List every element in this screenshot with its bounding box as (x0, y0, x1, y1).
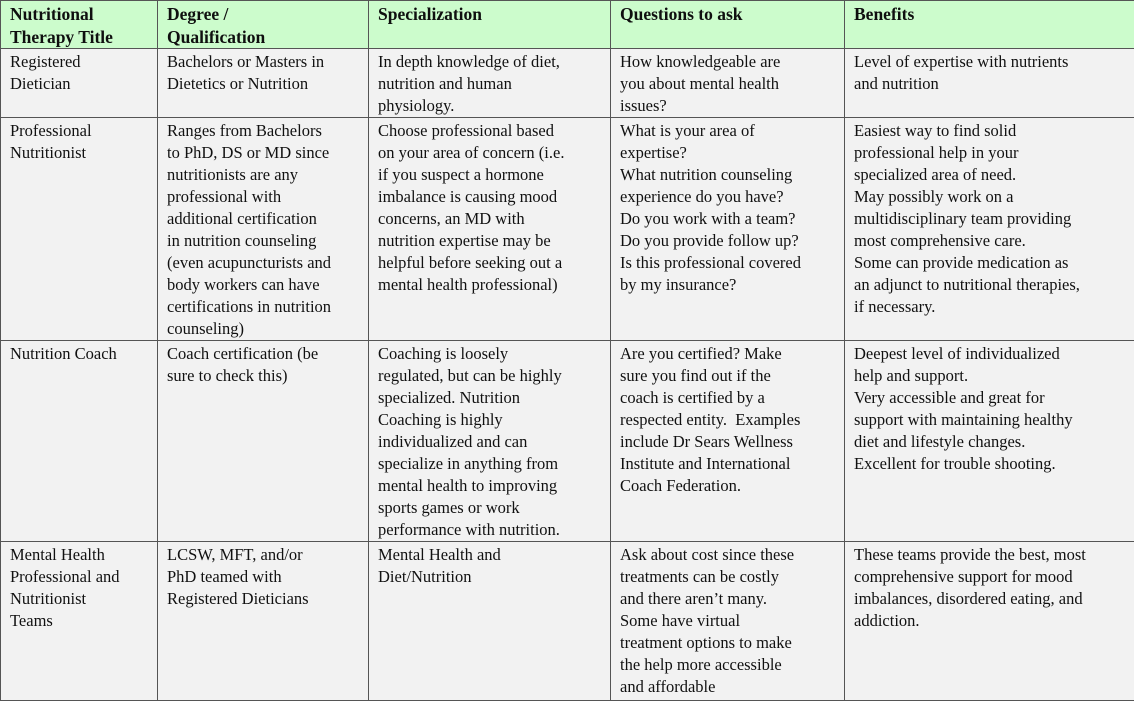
cell-degree-line: in nutrition counseling (167, 230, 362, 252)
cell-benefits-line: professional help in your (854, 142, 1128, 164)
cell-questions (611, 542, 845, 701)
cell-questions-line: Coach Federation. (620, 475, 838, 497)
cell-degree-line: nutritionists are any (167, 164, 362, 186)
cell-specialization-line: helpful before seeking out a (378, 252, 604, 274)
header-questions-to-ask (611, 1, 845, 49)
cell-questions-line: issues? (620, 95, 838, 117)
cell-questions (611, 49, 845, 118)
cell-degree-line: (even acupuncturists and (167, 252, 362, 274)
cell-specialization-line: mental health to improving (378, 475, 604, 497)
header-row (1, 1, 1134, 49)
header-degree-qualification-line: Degree / (167, 3, 362, 26)
cell-specialization-line: physiology. (378, 95, 604, 117)
header-questions-to-ask-line: Questions to ask (620, 3, 838, 26)
cell-benefits-line: multidisciplinary team providing (854, 208, 1128, 230)
cell-degree-line: Bachelors or Masters in (167, 51, 362, 73)
header-specialization (369, 1, 611, 49)
cell-degree-line: certifications in nutrition (167, 296, 362, 318)
cell-degree-line: additional certification (167, 208, 362, 230)
cell-degree-line: Ranges from Bachelors (167, 120, 362, 142)
cell-questions-line: sure you find out if the (620, 365, 838, 387)
cell-specialization-line: In depth knowledge of diet, (378, 51, 604, 73)
cell-questions (611, 341, 845, 542)
cell-therapy-title (1, 341, 158, 542)
header-therapy-title-line: Therapy Title (10, 26, 151, 49)
cell-therapy-title (1, 49, 158, 118)
cell-questions-line: and affordable (620, 676, 838, 698)
cell-questions-line: Are you certified? Make (620, 343, 838, 365)
cell-specialization-line: specialize in anything from (378, 453, 604, 475)
cell-degree-line: LCSW, MFT, and/or (167, 544, 362, 566)
cell-questions-line: treatments can be costly (620, 566, 838, 588)
cell-questions-line: by my insurance? (620, 274, 838, 296)
header-benefits-line: Benefits (854, 3, 1128, 26)
cell-specialization-line: nutrition expertise may be (378, 230, 604, 252)
cell-specialization-line: Diet/Nutrition (378, 566, 604, 588)
cell-benefits-line: specialized area of need. (854, 164, 1128, 186)
cell-specialization-line: nutrition and human (378, 73, 604, 95)
cell-specialization-line: regulated, but can be highly (378, 365, 604, 387)
row-nutrition-coach (1, 341, 1134, 542)
header-therapy-title-line: Nutritional (10, 3, 151, 26)
cell-benefits-line: diet and lifestyle changes. (854, 431, 1128, 453)
cell-questions-line: Ask about cost since these (620, 544, 838, 566)
cell-degree-line: body workers can have (167, 274, 362, 296)
cell-questions-line: Do you work with a team? (620, 208, 838, 230)
cell-therapy-title-line: Professional and (10, 566, 151, 588)
cell-questions-line: coach is certified by a (620, 387, 838, 409)
cell-benefits-line: imbalances, disordered eating, and (854, 588, 1128, 610)
cell-specialization-line: specialized. Nutrition (378, 387, 604, 409)
cell-therapy-title-line: Nutrition Coach (10, 343, 151, 365)
cell-benefits-line: an adjunct to nutritional therapies, (854, 274, 1128, 296)
cell-specialization-line: Coaching is highly (378, 409, 604, 431)
cell-specialization (369, 49, 611, 118)
cell-specialization-line: mental health professional) (378, 274, 604, 296)
cell-specialization (369, 542, 611, 701)
cell-therapy-title-line: Nutritionist (10, 142, 151, 164)
cell-questions-line: How knowledgeable are (620, 51, 838, 73)
cell-therapy-title-line: Teams (10, 610, 151, 632)
cell-specialization-line: on your area of concern (i.e. (378, 142, 604, 164)
cell-specialization-line: performance with nutrition. (378, 519, 604, 541)
cell-questions-line: include Dr Sears Wellness (620, 431, 838, 453)
cell-specialization-line: sports games or work (378, 497, 604, 519)
cell-questions-line: Is this professional covered (620, 252, 838, 274)
cell-degree-line: sure to check this) (167, 365, 362, 387)
cell-therapy-title (1, 542, 158, 701)
cell-degree (158, 542, 369, 701)
cell-benefits-line: if necessary. (854, 296, 1128, 318)
cell-benefits-line: May possibly work on a (854, 186, 1128, 208)
cell-benefits-line: help and support. (854, 365, 1128, 387)
cell-questions (611, 118, 845, 341)
cell-degree (158, 341, 369, 542)
cell-degree-line: to PhD, DS or MD since (167, 142, 362, 164)
cell-benefits-line: comprehensive support for mood (854, 566, 1128, 588)
cell-degree-line: Registered Dieticians (167, 588, 362, 610)
cell-degree (158, 49, 369, 118)
cell-benefits-line: addiction. (854, 610, 1128, 632)
cell-questions-line: Do you provide follow up? (620, 230, 838, 252)
cell-therapy-title (1, 118, 158, 341)
cell-degree-line: PhD teamed with (167, 566, 362, 588)
cell-questions-line: expertise? (620, 142, 838, 164)
cell-specialization (369, 118, 611, 341)
cell-therapy-title-line: Nutritionist (10, 588, 151, 610)
cell-benefits (845, 542, 1134, 701)
cell-questions-line: experience do you have? (620, 186, 838, 208)
cell-therapy-title-line: Professional (10, 120, 151, 142)
cell-specialization-line: Choose professional based (378, 120, 604, 142)
cell-benefits-line: Very accessible and great for (854, 387, 1128, 409)
cell-specialization-line: concerns, an MD with (378, 208, 604, 230)
cell-degree-line: professional with (167, 186, 362, 208)
header-specialization-line: Specialization (378, 3, 604, 26)
cell-specialization-line: Coaching is loosely (378, 343, 604, 365)
cell-benefits-line: and nutrition (854, 73, 1128, 95)
cell-benefits-line: support with maintaining healthy (854, 409, 1128, 431)
cell-questions-line: What is your area of (620, 120, 838, 142)
cell-specialization (369, 341, 611, 542)
cell-therapy-title-line: Mental Health (10, 544, 151, 566)
cell-questions-line: treatment options to make (620, 632, 838, 654)
cell-therapy-title-line: Dietician (10, 73, 151, 95)
row-professional-nutritionist (1, 118, 1134, 341)
cell-degree (158, 118, 369, 341)
cell-questions-line: Institute and International (620, 453, 838, 475)
cell-benefits-line: Some can provide medication as (854, 252, 1128, 274)
cell-benefits-line: Excellent for trouble shooting. (854, 453, 1128, 475)
cell-questions-line: Some have virtual (620, 610, 838, 632)
cell-specialization-line: if you suspect a hormone (378, 164, 604, 186)
header-therapy-title (1, 1, 158, 49)
row-registered-dietician (1, 49, 1134, 118)
cell-benefits (845, 118, 1134, 341)
cell-benefits (845, 49, 1134, 118)
cell-questions-line: respected entity. Examples (620, 409, 838, 431)
cell-degree-line: Dietetics or Nutrition (167, 73, 362, 95)
cell-questions-line: you about mental health (620, 73, 838, 95)
cell-specialization-line: Mental Health and (378, 544, 604, 566)
cell-benefits-line: most comprehensive care. (854, 230, 1128, 252)
cell-questions-line: and there aren’t many. (620, 588, 838, 610)
header-degree-qualification-line: Qualification (167, 26, 362, 49)
cell-therapy-title-line: Registered (10, 51, 151, 73)
cell-degree-line: Coach certification (be (167, 343, 362, 365)
cell-specialization-line: individualized and can (378, 431, 604, 453)
cell-benefits-line: Easiest way to find solid (854, 120, 1128, 142)
table-body (1, 49, 1134, 701)
cell-benefits-line: Level of expertise with nutrients (854, 51, 1128, 73)
cell-benefits (845, 341, 1134, 542)
header-degree-qualification (158, 1, 369, 49)
cell-benefits-line: These teams provide the best, most (854, 544, 1128, 566)
cell-degree-line: counseling) (167, 318, 362, 340)
cell-questions-line: What nutrition counseling (620, 164, 838, 186)
cell-benefits-line: Deepest level of individualized (854, 343, 1128, 365)
header-benefits (845, 1, 1134, 49)
cell-specialization-line: imbalance is causing mood (378, 186, 604, 208)
cell-questions-line: the help more accessible (620, 654, 838, 676)
row-mental-health-teams (1, 542, 1134, 701)
